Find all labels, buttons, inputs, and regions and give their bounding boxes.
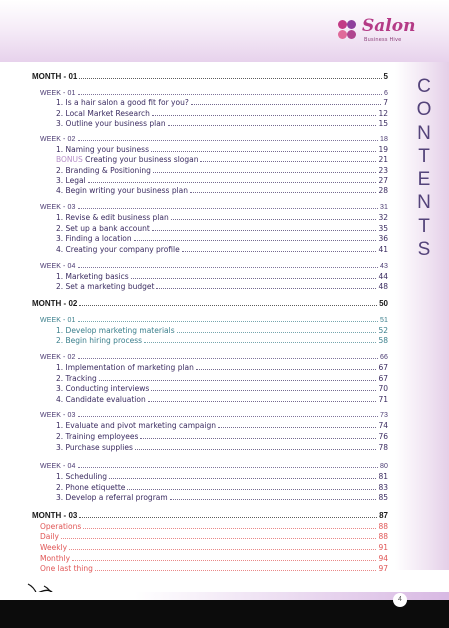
dot-leader — [78, 467, 378, 468]
toc-week-row[interactable] — [40, 350, 388, 361]
dot-leader — [78, 267, 378, 268]
brand-tagline: Business Hive — [364, 37, 402, 43]
toc-entry-title: 2. Phone etiquette — [56, 483, 126, 492]
dot-leader — [152, 230, 377, 231]
dot-leader — [196, 369, 377, 370]
dot-leader — [168, 125, 377, 126]
dot-leader — [151, 390, 376, 391]
toc-entry-title: 1. Naming your business — [56, 145, 149, 154]
toc-page-number: 71 — [378, 395, 388, 404]
toc-entry-title: 1. Scheduling — [56, 472, 107, 481]
toc-page-number: 83 — [378, 483, 388, 492]
dot-leader — [152, 115, 377, 116]
toc-page-number: 12 — [378, 109, 388, 118]
dot-leader — [218, 427, 376, 428]
dot-leader — [61, 538, 376, 539]
toc-page-number: 88 — [378, 522, 388, 531]
toc-entry-title: WEEK - 01 — [40, 317, 76, 324]
toc-entry-title: WEEK - 02 — [40, 136, 76, 143]
toc-page-number: 50 — [379, 299, 388, 308]
toc-page-number: 67 — [378, 374, 388, 383]
toc-entry-title: 3. Develop a referral program — [56, 493, 168, 502]
page-number: 4 — [393, 593, 407, 607]
toc-page-number: 70 — [378, 384, 388, 393]
toc-page-number: 74 — [378, 421, 388, 430]
toc-page-number: 88 — [378, 532, 388, 541]
toc-page-number: 44 — [378, 272, 388, 281]
toc-page-number: 52 — [378, 326, 388, 335]
dot-leader — [170, 499, 377, 500]
toc-item-row[interactable] — [56, 393, 388, 404]
dot-leader — [156, 288, 376, 289]
toc-month-row[interactable] — [32, 509, 388, 520]
toc-entry-title: WEEK - 03 — [40, 204, 76, 211]
dot-leader — [144, 342, 376, 343]
toc-page-number: 94 — [378, 554, 388, 563]
toc-entry-title: 4. Creating your company profile — [56, 245, 180, 254]
toc-item-row[interactable] — [56, 361, 388, 372]
toc-entry-title: 2. Tracking — [56, 374, 97, 383]
dot-leader — [190, 192, 376, 193]
dot-leader — [200, 161, 376, 162]
dot-leader — [78, 358, 378, 359]
toc-page-number: 35 — [378, 224, 388, 233]
toc-entry-title: 2. Local Market Research — [56, 109, 150, 118]
toc-page-number: 27 — [378, 176, 388, 185]
toc-entry-title: 1. Develop marketing materials — [56, 326, 175, 335]
toc-item-row[interactable] — [56, 470, 388, 481]
dot-leader — [151, 151, 376, 152]
dot-leader — [79, 305, 377, 306]
dot-leader — [95, 570, 377, 571]
toc-entry-title — [56, 155, 198, 164]
dot-leader — [79, 78, 381, 79]
toc-entry-title: 2. Begin hiring process — [56, 336, 143, 345]
dot-leader — [79, 517, 377, 518]
toc-item-row[interactable] — [56, 184, 388, 195]
toc-entry-title: WEEK - 02 — [40, 354, 76, 361]
toc-entry-title: 3. Outline your business plan — [56, 119, 166, 128]
toc-entry-title: Weekly — [40, 543, 68, 552]
toc-page-number: 5 — [383, 72, 388, 81]
toc-page-number: 41 — [378, 245, 388, 254]
toc-week-row[interactable] — [40, 408, 388, 419]
toc-page-number: 28 — [378, 186, 388, 195]
dot-leader — [78, 208, 378, 209]
toc-entry-title: 4. Candidate evaluation — [56, 395, 146, 404]
toc-page-number: 78 — [378, 443, 388, 452]
toc-item-row[interactable] — [56, 211, 388, 222]
dot-leader — [72, 560, 376, 561]
toc-page-number: 23 — [378, 166, 388, 175]
toc-entry-text: Creating your business slogan — [85, 155, 199, 164]
dot-leader — [171, 219, 377, 220]
dot-leader — [78, 321, 378, 322]
toc-page-number: 15 — [378, 119, 388, 128]
toc-month-row[interactable] — [32, 297, 388, 308]
dot-leader — [148, 401, 377, 402]
toc-entry-title: Operations — [40, 522, 82, 531]
logo-mark-icon — [338, 20, 362, 42]
footer-accent — [0, 592, 449, 600]
toc-page-number: 85 — [378, 493, 388, 502]
dot-leader — [78, 140, 378, 141]
toc-week-row[interactable] — [40, 259, 388, 270]
toc-page-number: 51 — [380, 317, 388, 324]
toc-entry-title: 4. Begin writing your business plan — [56, 186, 189, 195]
toc-page-number: 87 — [379, 511, 388, 520]
toc-item-row[interactable] — [56, 491, 388, 502]
contents-title-letter: S — [417, 239, 431, 261]
dot-leader — [78, 416, 378, 417]
toc-item-row[interactable] — [56, 419, 388, 430]
footer-bar — [0, 600, 449, 628]
toc-entry-title: 2. Set a marketing budget — [56, 282, 155, 291]
toc-page-number: 36 — [378, 234, 388, 243]
dot-leader — [191, 104, 381, 105]
contents-title-letter: N — [417, 192, 431, 214]
toc-item-row[interactable] — [56, 441, 388, 452]
dot-leader — [140, 438, 376, 439]
toc-entry-title: WEEK - 01 — [40, 90, 76, 97]
toc-page-number: 58 — [378, 336, 388, 345]
toc-item-row[interactable] — [56, 334, 388, 345]
dot-leader — [134, 240, 377, 241]
dot-leader — [69, 549, 376, 550]
toc-entry-title: 1. Implementation of marketing plan — [56, 363, 194, 372]
contents-title-letter: E — [417, 169, 431, 191]
toc-page-number: 6 — [384, 90, 388, 97]
contents-title-letter: T — [418, 145, 430, 167]
toc-entry-title: 3. Finding a location — [56, 234, 132, 243]
toc-entry-title: 3. Purchase supplies — [56, 443, 133, 452]
toc-entry-title: 1. Is a hair salon a good fit for you? — [56, 98, 189, 107]
toc-week-row[interactable] — [40, 459, 388, 470]
toc-week-row[interactable] — [40, 313, 388, 324]
dot-leader — [182, 251, 377, 252]
toc-page-number: 91 — [378, 543, 388, 552]
dot-leader — [109, 478, 376, 479]
toc-month-row[interactable] — [32, 70, 388, 81]
dot-leader — [88, 182, 377, 183]
dot-leader — [78, 94, 382, 95]
toc-entry-title: 1. Marketing basics — [56, 272, 129, 281]
toc-page-number: 32 — [378, 213, 388, 222]
toc-item-row[interactable] — [56, 243, 388, 254]
toc-page-number: 21 — [378, 155, 388, 164]
toc-page-number: 43 — [380, 263, 388, 270]
toc-item-row[interactable] — [56, 430, 388, 441]
toc-week-row[interactable] — [40, 200, 388, 211]
toc-entry-title: 2. Set up a bank account — [56, 224, 150, 233]
toc-entry-title: WEEK - 04 — [40, 463, 76, 470]
contents-title-letter: T — [418, 215, 430, 237]
toc-page-number: 76 — [378, 432, 388, 441]
toc-operations-row[interactable] — [40, 562, 388, 573]
toc-operations-row[interactable] — [40, 530, 388, 541]
dot-leader — [135, 449, 377, 450]
toc-entry-title: Daily — [40, 532, 59, 541]
toc-entry-title: 2. Branding & Positioning — [56, 166, 151, 175]
toc-entry-title: 3. Conducting interviews — [56, 384, 150, 393]
toc-item-row[interactable] — [56, 280, 388, 291]
dot-leader — [99, 380, 377, 381]
contents-title-letter: C — [417, 76, 431, 97]
toc-page-number: 67 — [378, 363, 388, 372]
contents-title-letter: O — [416, 99, 432, 121]
toc-entry-title: MONTH - 02 — [32, 299, 78, 308]
toc-entry-title: 1. Revise & edit business plan — [56, 213, 169, 222]
salon-logo — [338, 16, 416, 48]
toc-page-number: 81 — [378, 472, 388, 481]
toc-item-row[interactable] — [56, 153, 388, 164]
toc-entry-title: 3. Legal — [56, 176, 86, 185]
toc-entry-title: One last thing — [40, 564, 93, 573]
toc-entry-title: MONTH - 03 — [32, 511, 78, 520]
toc-page-number: 97 — [378, 564, 388, 573]
toc-week-row[interactable] — [40, 132, 388, 143]
toc-entry-title: WEEK - 04 — [40, 263, 76, 270]
contents-title-letter: N — [417, 122, 431, 144]
toc-page-number: 19 — [378, 145, 388, 154]
toc-entry-title: WEEK - 03 — [40, 412, 76, 419]
toc-entry-title: Monthly — [40, 554, 71, 563]
toc-page-number: 80 — [380, 463, 388, 470]
dot-leader — [131, 278, 377, 279]
bonus-label: BONUS — [56, 155, 86, 164]
dot-leader — [177, 332, 377, 333]
toc-page-number: 66 — [380, 354, 388, 361]
brand-name: Salon — [362, 16, 416, 36]
toc-item-row[interactable] — [56, 232, 388, 243]
toc-item-row[interactable] — [56, 96, 388, 107]
toc-page-number: 31 — [380, 204, 388, 211]
toc-page-number: 18 — [380, 136, 388, 143]
dot-leader — [127, 489, 376, 490]
toc-page-number: 48 — [378, 282, 388, 291]
toc-entry-title: 2. Training employees — [56, 432, 139, 441]
toc-entry-title: MONTH - 01 — [32, 72, 78, 81]
toc-operations-row[interactable] — [40, 541, 388, 552]
toc-item-row[interactable] — [56, 117, 388, 128]
toc-item-row[interactable] — [56, 382, 388, 393]
toc-entry-title: 1. Evaluate and pivot marketing campaign — [56, 421, 216, 430]
toc-page-number: 73 — [380, 412, 388, 419]
toc-page-number: 7 — [383, 98, 388, 107]
dot-leader — [153, 172, 377, 173]
dot-leader — [83, 528, 376, 529]
